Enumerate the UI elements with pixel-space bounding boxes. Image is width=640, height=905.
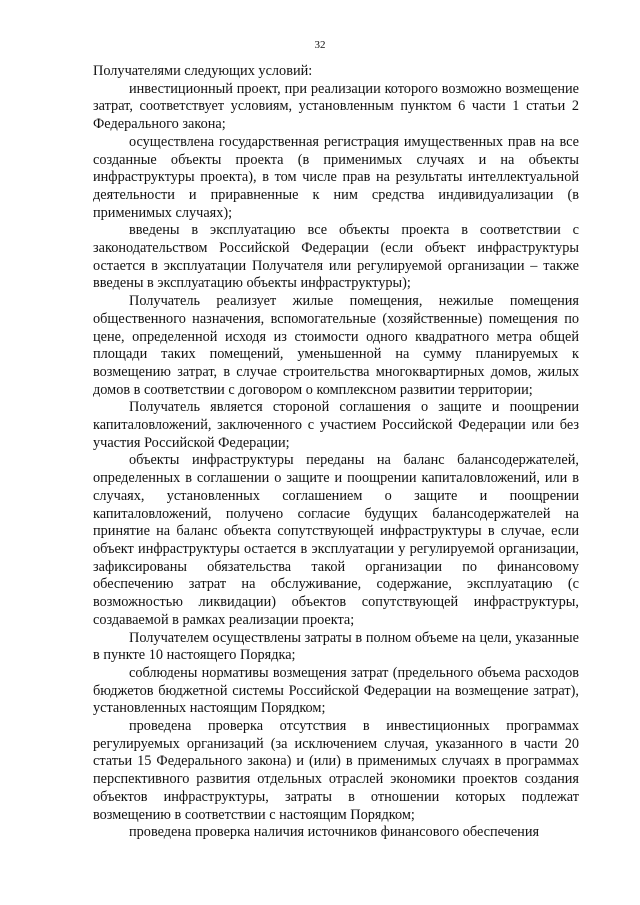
paragraph-condition-agreement-party: Получатель является стороной соглашения о защите и поощрении капиталовложений, заключенного с участием Российской Федерации или без участия Российской Федерации; xyxy=(93,399,579,451)
page-number: 32 xyxy=(314,39,326,51)
paragraph-condition-funding-sources-check: проведена проверка наличия источников финансового обеспечения xyxy=(129,824,540,841)
paragraph-condition-state-registration: осуществлена государственная регистрация имущественных прав на все созданные объекты проекта (в применимых случаях и на объекты инфраструктуры проекта), в том числе прав на результаты интеллектуальной деятельности и приравненные к ним средства индивидуализации (в применимых случаях); xyxy=(93,133,579,221)
paragraph-condition-costs-incurred: Получателем осуществлены затраты в полном объеме на цели, указанные в пункте 10 настоящего Порядка; xyxy=(93,629,579,664)
paragraph-condition-reimbursement-norms: соблюдены нормативы возмещения затрат (предельного объема расходов бюджетов бюджетной системы Российской Федерации на возмещение затрат), установленных настоящим Порядком; xyxy=(93,664,579,717)
paragraph-condition-investment-programs-check: проведена проверка отсутствия в инвестиционных программах регулируемых организаций (за исключением случая, указанного в части 20 статьи 15 Федерального закона) и (или) в применимых случаях в программах перспективного развития отдельных отраслей экономики проектов создания объектов инфраструктуры, затраты в отношении которых подлежат возмещению в соответствии с настоящим Порядком; xyxy=(93,718,579,823)
paragraph-intro: Получателями следующих условий: xyxy=(93,63,313,79)
paragraph-condition-investment-project: инвестиционный проект, при реализации которого возможно возмещение затрат, соответствует условиям, установленным пунктом 6 части 1 статьи 2 Федерального закона; xyxy=(93,80,579,133)
paragraph-condition-commissioning: введены в эксплуатацию все объекты проекта в соответствии с законодательством Российской Федерации (если объект инфраструктуры остается в эксплуатации Получателя или регулируемой организации – также введены в эксплуатацию объекты инфраструктуры); xyxy=(93,222,579,292)
document-body xyxy=(93,63,579,842)
paragraph-condition-balance-transfer: объекты инфраструктуры переданы на баланс балансодержателей, определенных в соглашении о защите и поощрении капиталовложений, или в случаях, установленных соглашением о защите и поощрении капиталовложений, получено согласие будущих балансодержателей на принятие на баланс объекта сопутствующей инфраструктуры в случае, если объект инфраструктуры остается в эксплуатации у регулируемой организации, зафиксированы обязательства такой организации по финансовому обеспечению затрат на обслуживание, содержание, эксплуатацию (с возможностью ликвидации) объектов сопутствующей инфраструктуры, создаваемой в рамках реализации проекта; xyxy=(93,452,579,628)
paragraph-condition-housing-sales: Получатель реализует жилые помещения, нежилые помещения общественного назначения, вспомогательные (хозяйственные) помещения по цене, определенной исходя из стоимости одного квадратного метра общей площади таких помещений, уменьшенной на сумму планируемых к возмещению затрат, в случае строительства многоквартирных домов, жилых домов в соответствии с договором о комплексном развитии территории; xyxy=(93,293,579,398)
